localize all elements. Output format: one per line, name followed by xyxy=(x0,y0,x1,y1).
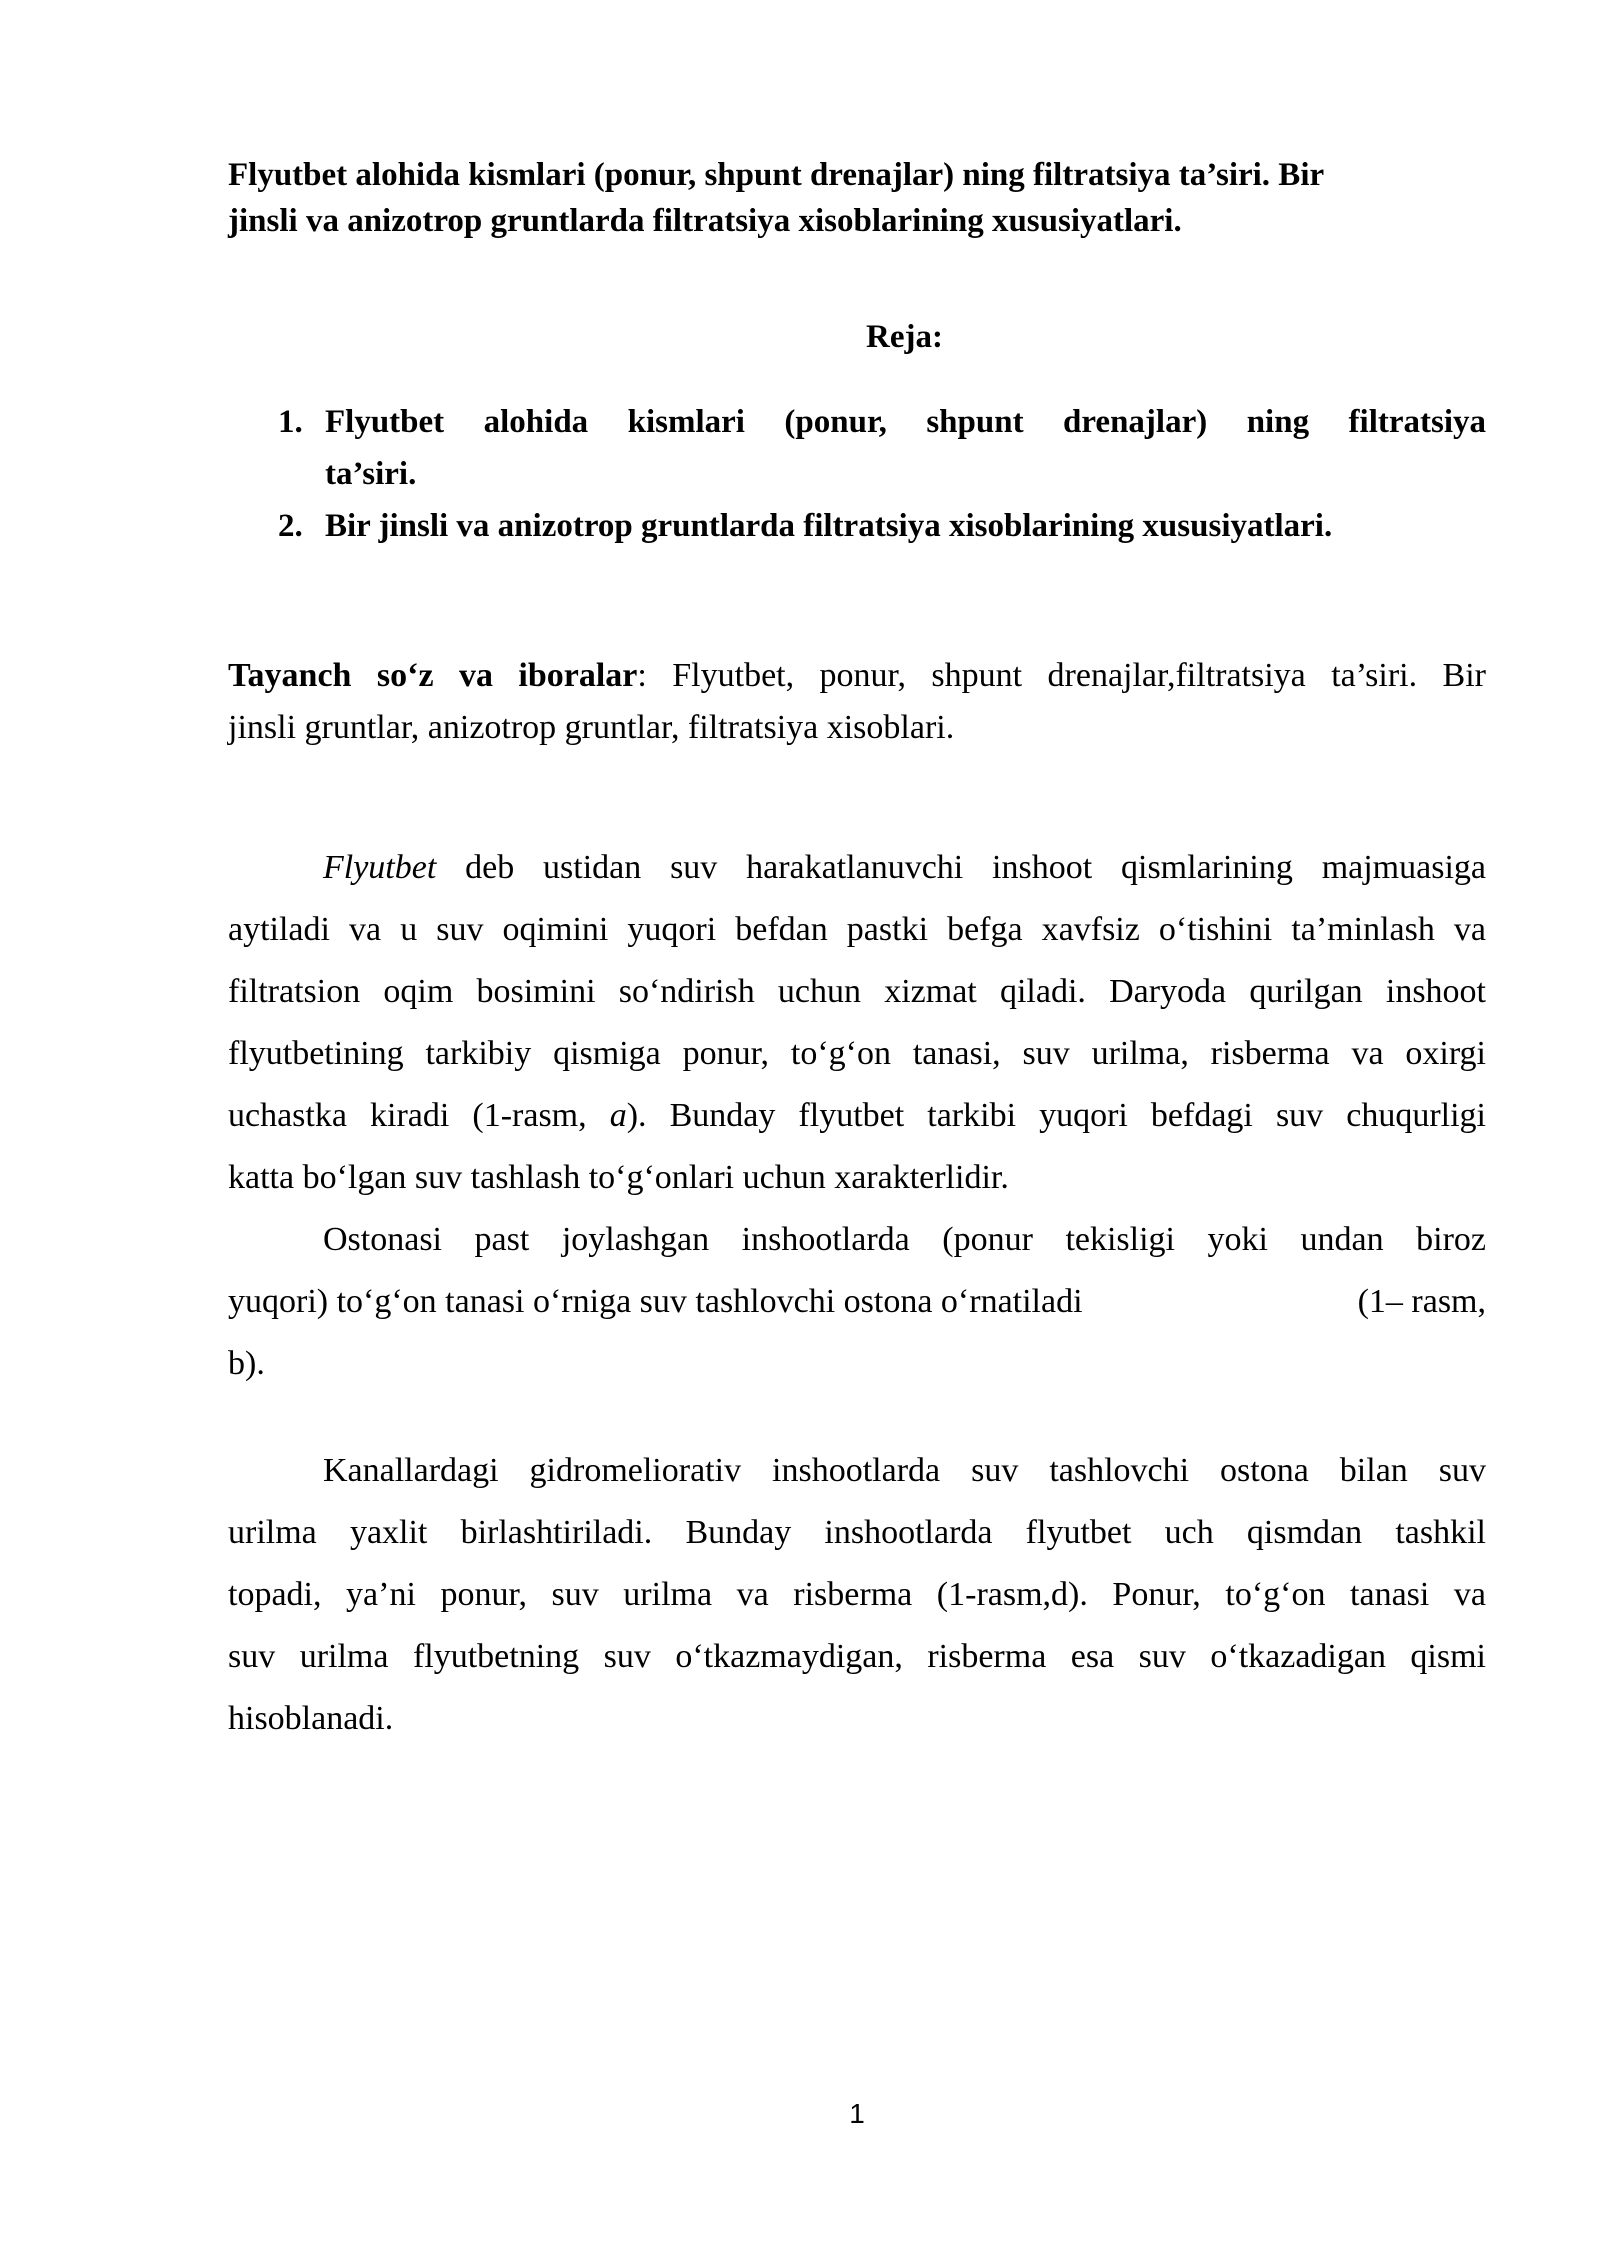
keywords-paragraph xyxy=(228,650,1486,754)
body-paragraph-3 xyxy=(228,1440,1486,1750)
text-line: Bir jinsli va anizotrop gruntlarda filtratsiya xisoblarining xususiyatlari. xyxy=(325,508,1333,544)
plan-item-text xyxy=(325,500,1486,552)
text-line: yuqori) to‘g‘on tanasi o‘rniga suv tashlovchi ostona o‘rnatiladi (1– rasm, xyxy=(228,1271,1486,1333)
page-number: 1 xyxy=(849,2098,865,2129)
text-line: urilma yaxlit birlashtiriladi. Bunday inshootlarda flyutbet uch qismdan tashkil xyxy=(228,1514,1486,1551)
text-line: jinsli gruntlar, anizotrop gruntlar, filtratsiya xisoblari. xyxy=(228,709,955,746)
body-paragraph-1 xyxy=(228,837,1486,1209)
italic-figure-ref: a xyxy=(609,1097,627,1134)
text-line: topadi, ya’ni ponur, suv urilma va risberma (1-rasm,d). Ponur, to‘g‘on tanasi va xyxy=(228,1576,1486,1613)
text-line: b). xyxy=(228,1345,265,1382)
text-line: flyutbetining tarkibiy qismiga ponur, to‘g‘on tanasi, suv urilma, risberma va oxirgi xyxy=(228,1035,1486,1072)
section-heading-reja: Reja: xyxy=(866,319,943,355)
plan-item-text xyxy=(325,396,1486,500)
document-title xyxy=(228,152,1486,244)
keywords-label: Tayanch so‘z va iboralar xyxy=(228,657,638,694)
plan-list xyxy=(228,396,1486,552)
text-line: Flyutbet alohida kismlari (ponur, shpunt drenajlar) ning filtratsiya xyxy=(325,404,1486,440)
text-line: suv urilma flyutbetning suv o‘tkazmaydigan, risberma esa suv o‘tkazadigan qismi xyxy=(228,1638,1486,1675)
text-line: katta bo‘lgan suv tashlash to‘g‘onlari uchun xarakterlidir. xyxy=(228,1159,1009,1196)
plan-item-number: 2. xyxy=(278,508,303,544)
text-line: Kanallardagi gidromeliorativ inshootlarda suv tashlovchi ostona bilan suv xyxy=(323,1452,1486,1489)
plan-item-number: 1. xyxy=(278,404,303,440)
text-line: Ostonasi past joylashgan inshootlarda (ponur tekisligi yoki undan biroz xyxy=(323,1221,1486,1258)
text-line: hisoblanadi. xyxy=(228,1700,394,1737)
document-title-line-1: Flyutbet alohida kismlari (ponur, shpunt drenajlar) ning filtratsiya ta’siri. Bir xyxy=(228,157,1325,193)
text-line xyxy=(228,650,1486,702)
text-line: aytiladi va u suv oqimini yuqori befdan pastki befga xavfsiz o‘tishini ta’minlash va xyxy=(228,911,1486,948)
plan-list-item-1 xyxy=(228,396,1486,500)
plan-list-item-2 xyxy=(228,500,1486,552)
text-line: filtratsion oqim bosimini so‘ndirish uchun xizmat qiladi. Daryoda qurilgan inshoot xyxy=(228,973,1486,1010)
italic-term: Flyutbet xyxy=(323,849,437,886)
text-line: Flyutbet deb ustidan suv harakatlanuvchi inshoot qismlarining majmuasiga xyxy=(323,849,1486,886)
text-line: ta’siri. xyxy=(325,456,417,492)
document-title-line-2: jinsli va anizotrop gruntlarda filtratsiya xisoblarining xususiyatlari. xyxy=(228,203,1182,239)
body-paragraph-2 xyxy=(228,1209,1486,1395)
text-line: uchastka kiradi (1-rasm, a). Bunday flyutbet tarkibi yuqori befdagi suv chuqurligi xyxy=(228,1097,1486,1134)
figure-reference: (1– rasm, xyxy=(1357,1283,1486,1320)
keywords-text: : Flyutbet, ponur, shpunt drenajlar,filtratsiya ta’siri. Bir xyxy=(637,657,1487,694)
document-content xyxy=(228,0,1486,1750)
